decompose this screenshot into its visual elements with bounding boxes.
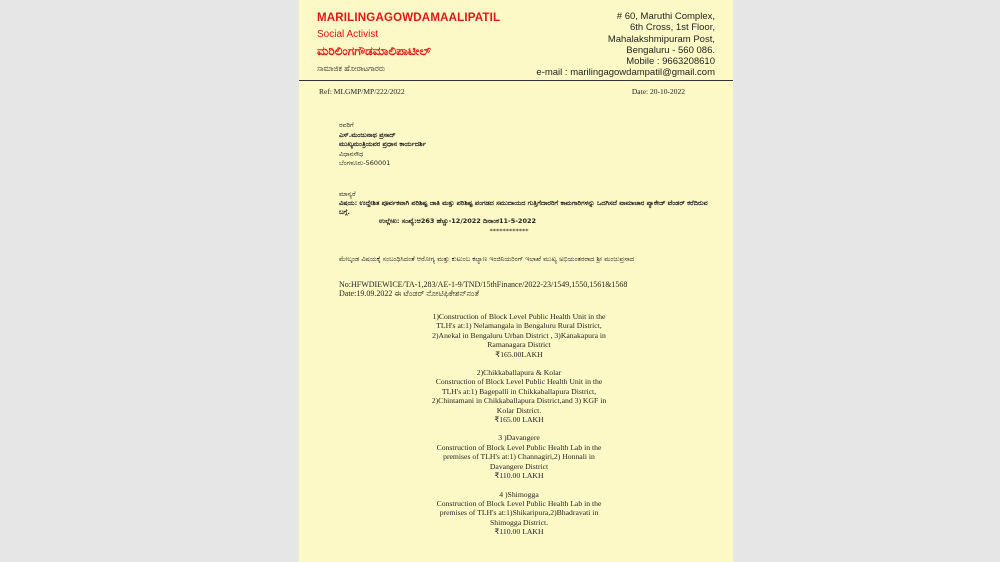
recipient-line: ಬೆಂಗಳೂರು-560001 — [339, 159, 391, 167]
list-item — [409, 433, 629, 480]
letterhead-left — [317, 12, 500, 74]
works-list — [409, 312, 629, 546]
separator-stars: ************ — [489, 227, 529, 235]
item-line: 1)Construction of Block Level Public Health Unit in the — [432, 312, 606, 321]
item-line: 2)Anekal in Bengaluru Urban District , 3)Kanakapura in — [432, 330, 606, 340]
recipient-line: ರವರಿಗೆ — [339, 121, 354, 129]
list-item — [409, 312, 629, 359]
recipient-line: ಎಸ್.ಮಂಜುನಾಥ ಪ್ರಸಾದ್ — [339, 130, 396, 139]
address-line: # 60, Maruthi Complex, — [616, 11, 715, 22]
letter-date: Date: 20-10-2022 — [631, 87, 685, 96]
letterhead-role-kannada: ಸಾಮಾಜಿಕ ಹೋರಾಟಗಾರರು — [317, 64, 386, 73]
item-line: 3 )Davangere — [498, 433, 540, 443]
subject-block — [339, 190, 709, 236]
item-line: 2)Chikkaballapura & Kolar — [476, 368, 562, 378]
tender-number: No:HFWDIEWICE/TA-1,283/AE-1-9/TND/15thFinance/2022-23/1549,1550,1561&1568 — [339, 280, 628, 289]
item-amount: ₹165.00LAKH — [495, 349, 543, 359]
item-line: Shimogga District. — [489, 517, 549, 527]
address-mobile: Mobile : 9663208610 — [626, 56, 715, 68]
address-email: e-mail : marilingagowdampatil@gmail.com — [536, 67, 715, 79]
letterhead-name: MARILINGAGOWDAMAALIPATIL — [317, 12, 501, 24]
item-line: TLH's at:1) Nelamangala in Bengaluru Rural District, — [436, 321, 602, 331]
item-line: Davangere District — [489, 461, 549, 471]
letterhead-address — [536, 11, 715, 79]
item-line: premises of TLH's at:1)Shikaripura,2)Bhadravati in — [439, 508, 599, 518]
item-line: TLH's at:1) Bagepalli in Chikkaballapura District, — [441, 386, 597, 396]
list-item — [409, 490, 629, 537]
letterhead-role: Social Activist — [317, 29, 379, 40]
reference-number: Ref: MLGMP/MP/222/2022 — [319, 87, 405, 96]
address-line: Mahalakshmipuram Post, — [607, 33, 715, 45]
item-line: Kolar District. — [496, 405, 542, 415]
item-line: 2)Chintamani in Chikkaballapura District,and 3) KGF in — [431, 396, 607, 406]
item-amount: ₹165.00 LAKH — [494, 415, 544, 425]
recipient-block — [339, 121, 426, 169]
list-item — [409, 368, 629, 424]
item-line: premises of TLH's at:1) Channagiri,2) Honnali in — [443, 452, 595, 462]
item-line: Construction of Block Level Public Health Lab in the — [436, 442, 602, 452]
item-line: Construction of Block Level Public Health Unit in the — [435, 377, 603, 387]
item-amount: ₹110.00 LAKH — [494, 471, 544, 481]
recipient-line: ಮುಖ್ಯಮಂತ್ರಿಯವರ ಪ್ರಧಾನ ಕಾರ್ಯದರ್ಶಿ — [339, 140, 426, 148]
letter-page — [299, 0, 733, 562]
address-line: Bengaluru - 560 086. — [626, 44, 715, 56]
reference-text: ಉಲ್ಲೇಖ: ಸಂಖ್ಯೆ:ಆ263 ಹೆಚ್ಚು-12/2022 ದಿನಾಂಕ11-5-2022 — [379, 217, 537, 225]
item-line: Ramanagara District — [487, 340, 551, 350]
letterhead-name-kannada: ಮರಿಲಿಂಗಗೌಡಮಾಲಿಪಾಟೀಲ್ — [317, 44, 431, 58]
header-divider — [299, 80, 733, 81]
item-amount: ₹110.00 LAKH — [494, 527, 544, 537]
subject-text: ವಿಷಯ: ಉದ್ದೇಶಿತ ಪೂರ್ವಕವಾಗಿ ಪರಿಶಿಷ್ಟ ಜಾತಿ ಮತ್ತು ಪರಿಶಿಷ್ಟ ಪಂಗಡದ ಸಮುದಾಯದ ಗುತ್ತಿಗೆದಾರರಿಗೆ ಕಾಮಗಾರಿಗಳನ್ನು ಒದಗಿಸದೆ ವಾಮಾಚಾರ ಪ್ಯಾಕೇಜ್ ಟೆಂಡರ್ ಕರೆದಿರುವ ಬಗ್ಗೆ. — [339, 199, 708, 216]
tender-notice — [339, 280, 719, 298]
item-line: Construction of Block Level Public Health Lab in the — [436, 498, 602, 508]
address-line: 6th Cross, 1st Floor, — [629, 22, 715, 34]
recipient-line: ವಿಧಾನಸೌಧ — [339, 149, 364, 158]
salutation: ಮಾನ್ಯರೆ — [339, 190, 356, 198]
item-line: 4 )Shimogga — [499, 489, 539, 499]
body-paragraph: ಮೇಲ್ಕಂಡ ವಿಷಯಕ್ಕೆ ಸಂಬಂಧಿಸಿದಂತೆ ಆರೋಗ್ಯ ಮತ್ತು ಕುಟುಂಬ ಕಲ್ಯಾಣ ಇಂಜಿನಿಯರಿಂಗ್ ಇಲಾಖೆ ಮುಖ್ಯ ಅಭಿಯಂತರರಾದ ಶ್ರೀ ಮಂಜುಪ್ರಸಾದ — [339, 255, 635, 263]
tender-date: Date:19.09.2022 ಈ ಟೆಂಡರ್ ನೋಟಿಫಿಕೇಶನ್‌ನಂತೆ — [339, 289, 480, 298]
